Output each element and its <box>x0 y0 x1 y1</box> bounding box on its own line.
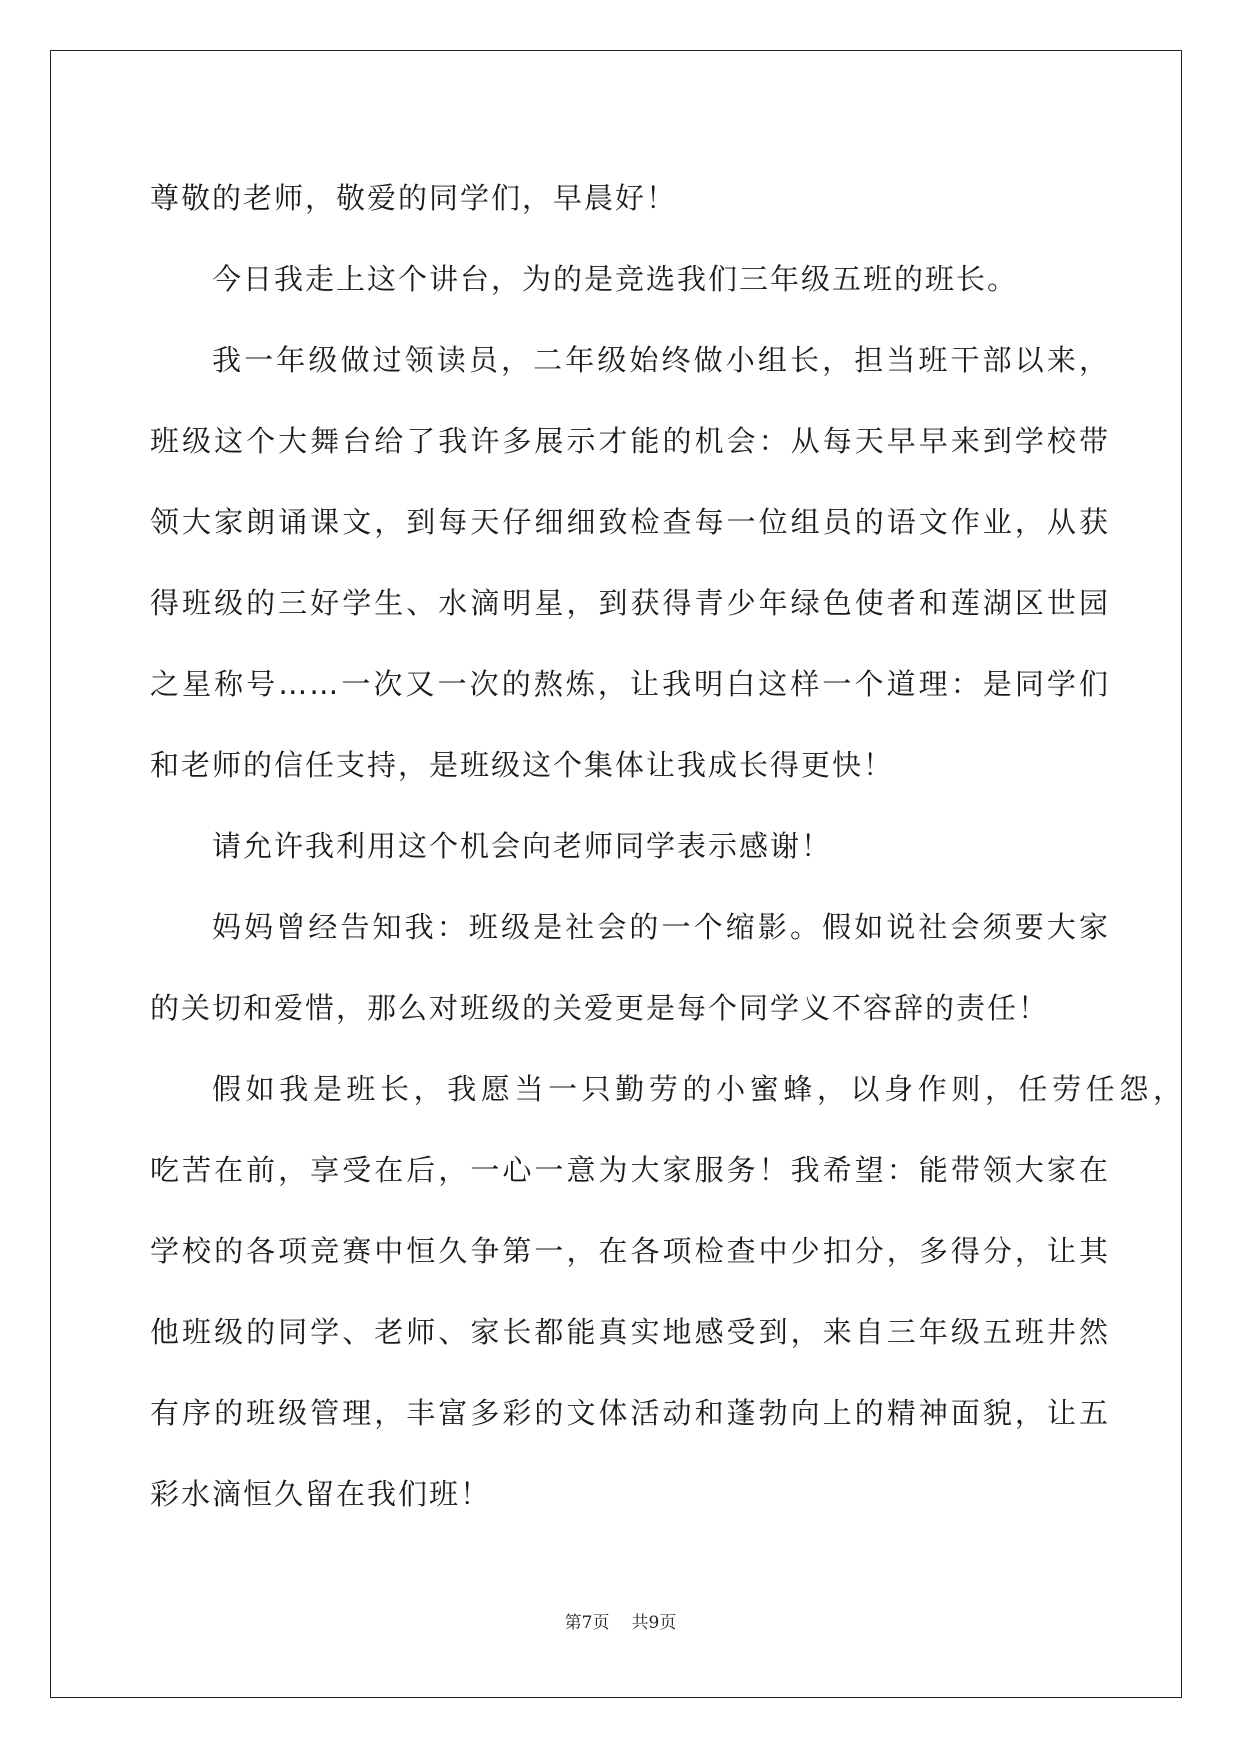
text-line: 学校的各项竞赛中恒久争第一，在各项检查中少扣分，多得分，让其 <box>150 1234 1110 1268</box>
page-footer <box>0 1608 1241 1633</box>
text-line: 吃苦在前，享受在后，一心一意为大家服务！我希望：能带领大家在 <box>150 1153 1110 1187</box>
text-line: 今日我走上这个讲台，为的是竞选我们三年级五班的班长。 <box>212 262 1019 296</box>
text-line: 假如我是班长，我愿当一只勤劳的小蜜蜂，以身作则，任劳任怨， <box>212 1072 1184 1106</box>
text-line: 他班级的同学、老师、家长都能真实地感受到，来自三年级五班井然 <box>150 1315 1110 1349</box>
document-body <box>150 158 1184 1535</box>
text-line: 之星称号……一次又一次的熬炼，让我明白这样一个道理：是同学们 <box>150 667 1110 701</box>
text-line: 领大家朗诵课文，到每天仔细细致检查每一位组员的语文作业，从获 <box>150 505 1110 539</box>
text-line: 妈妈曾经告知我：班级是社会的一个缩影。假如说社会须要大家 <box>212 910 1110 944</box>
text-line: 我一年级做过领读员，二年级始终做小组长，担当班干部以来， <box>212 343 1110 377</box>
total-pages-label: 共9页 <box>631 1613 677 1633</box>
text-line: 和老师的信任支持，是班级这个集体让我成长得更快！ <box>150 748 895 782</box>
text-line: 彩水滴恒久留在我们班！ <box>150 1477 492 1511</box>
current-page-label: 第7页 <box>564 1613 610 1633</box>
text-line: 请允许我利用这个机会向老师同学表示感谢！ <box>212 829 833 863</box>
text-line: 的关切和爱惜，那么对班级的关爱更是每个同学义不容辞的责任！ <box>150 991 1050 1025</box>
text-line: 得班级的三好学生、水滴明星，到获得青少年绿色使者和莲湖区世园 <box>150 586 1110 620</box>
text-line: 有序的班级管理，丰富多彩的文体活动和蓬勃向上的精神面貌，让五 <box>150 1396 1110 1430</box>
text-line: 班级这个大舞台给了我许多展示才能的机会：从每天早早来到学校带 <box>150 424 1110 458</box>
text-line: 尊敬的老师，敬爱的同学们，早晨好！ <box>150 181 678 215</box>
